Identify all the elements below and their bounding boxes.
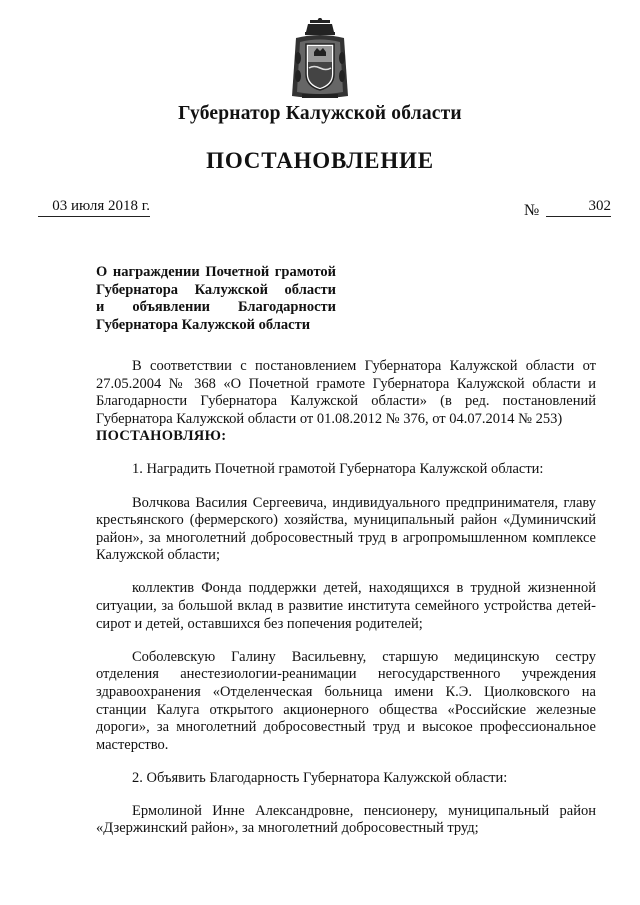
document-number-field bbox=[524, 198, 611, 218]
document-date: 03 июля 2018 г. bbox=[38, 198, 150, 217]
item-1-heading: 1. Наградить Почетной грамотой Губернатора Калужской области: bbox=[132, 461, 544, 478]
document-type: ПОСТАНОВЛЕНИЕ bbox=[206, 148, 434, 173]
award-paragraph: Соболевскую Галину Васильевну, старшую медицинскую сестру отделения анестезиологии-реанимации негосударственного учреждения здравоохранения «Отделенческая больница имени К.Э. Циолковского на станции Калуга открытого акционерного общества «Российские железные дороги», за многолетний добросовестный труд и высокое профессиональное мастерство. bbox=[96, 648, 596, 753]
item-2-heading: 2. Объявить Благодарность Губернатора Калужской области: bbox=[132, 769, 508, 786]
number-sign: № bbox=[524, 202, 540, 219]
preamble-paragraph: В соответствии с постановлением Губернатора Калужской области от 27.05.2004 № 368 «О Почетной грамоте Губернатора Калужской области и Благодарности Губернатора Калужской области» (в ред. постановлений Губернатора Калужской области от 01.08.2012 № 376, от 04.07.2014 № 253) bbox=[96, 358, 596, 427]
title-line: и объявлении Благодарности bbox=[96, 299, 336, 315]
document-title bbox=[96, 264, 336, 334]
award-paragraph: Волчкова Василия Сергеевича, индивидуального предпринимателя, главу крестьянского (фермерского) хозяйства, муниципальный район «Думиничский район», за многолетний добросовестный труд в агропромышленном комплексе Калужской области; bbox=[96, 494, 596, 564]
thanks-paragraph: Ермолиной Инне Александровне, пенсионеру, муниципальный район «Дзержинский район», за многолетний добросовестный труд; bbox=[96, 802, 596, 837]
title-line: Губернатора Калужской области bbox=[96, 316, 311, 333]
document-body bbox=[96, 358, 596, 854]
award-paragraph: коллектив Фонда поддержки детей, находящихся в трудной жизненной ситуации, за большой вклад в развитие института семейного устройства детей-сирот и детей, оставшихся без попечения родителей; bbox=[96, 580, 596, 632]
title-line: Губернатора Калужской области bbox=[96, 281, 336, 298]
coat-of-arms-icon bbox=[288, 18, 352, 102]
issuing-authority: Губернатор Калужской области bbox=[178, 103, 462, 124]
decree-word: ПОСТАНОВЛЯЮ: bbox=[96, 428, 227, 445]
title-line: О награждении Почетной грамотой bbox=[96, 264, 336, 280]
document-number: 302 bbox=[546, 198, 611, 217]
